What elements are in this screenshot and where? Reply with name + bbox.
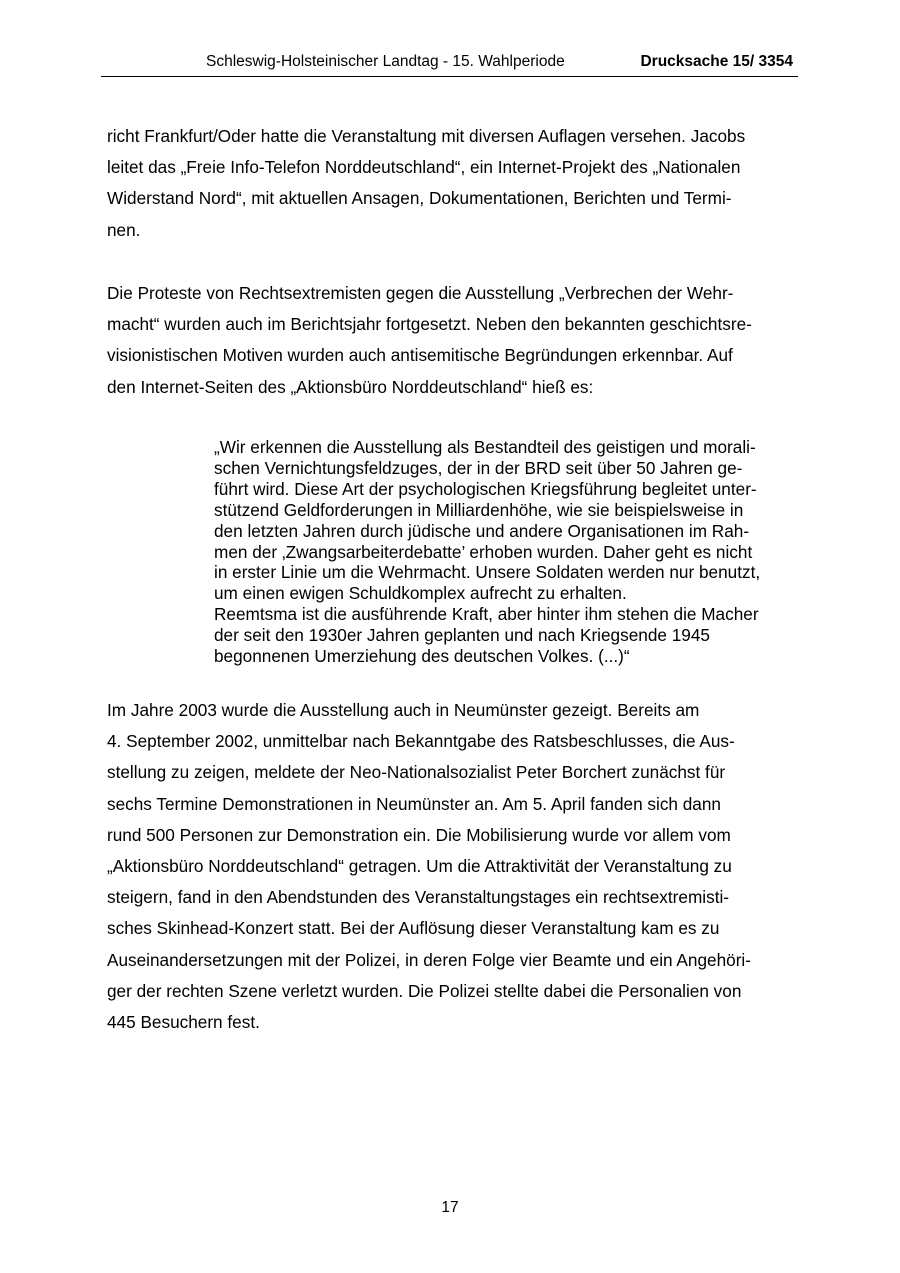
quote-line: schen Vernichtungsfeldzuges, der in der BRD seit über 50 Jahren ge- — [214, 457, 743, 478]
text-line: ger der rechten Szene verletzt wurden. Die Polizei stellte dabei die Personalien von — [107, 980, 742, 1001]
page-number: 17 — [441, 1199, 459, 1216]
document-number: Drucksache 15/ 3354 — [640, 53, 793, 70]
quote-line: stützend Geldforderungen in Milliardenhöhe, wie sie beispielsweise in — [214, 499, 744, 520]
text-line: stellung zu zeigen, meldete der Neo-Nationalsozialist Peter Borchert zunächst für — [107, 762, 726, 783]
text-line: richt Frankfurt/Oder hatte die Veranstaltung mit diversen Auflagen versehen. Jacobs — [107, 126, 746, 146]
quote-line: Reemtsma ist die ausführende Kraft, aber hinter ihm stehen die Macher — [214, 604, 759, 625]
text-line: den Internet-Seiten des „Aktionsbüro Norddeutschland“ hieß es: — [107, 376, 594, 397]
text-line: rund 500 Personen zur Demonstration ein. Die Mobilisierung wurde vor allem vom — [107, 824, 731, 845]
text-line: Auseinandersetzungen mit der Polizei, in deren Folge vier Beamte und ein Angehöri- — [107, 949, 751, 970]
text-line: sches Skinhead-Konzert statt. Bei der Auflösung dieser Veranstaltung kam es zu — [107, 918, 720, 939]
quote-line: um einen ewigen Schuldkomplex aufrecht zu erhalten. — [214, 583, 627, 604]
text-line: 4. September 2002, unmittelbar nach Bekanntgabe des Ratsbeschlusses, die Aus- — [107, 731, 735, 752]
text-line: leitet das „Freie Info-Telefon Norddeutschland“, ein Internet-Projekt des „Nationalen — [107, 157, 741, 178]
quote-line: den letzten Jahren durch jüdische und andere Organisationen im Rah- — [214, 520, 750, 541]
paragraph-1 — [107, 121, 797, 246]
text-line: Die Proteste von Rechtsextremisten gegen die Ausstellung „Verbrechen der Wehr- — [107, 283, 734, 303]
text-line: 445 Besuchern fest. — [107, 1012, 260, 1033]
quote-line: „Wir erkennen die Ausstellung als Bestandteil des geistigen und morali- — [214, 437, 756, 457]
paragraph-2 — [107, 278, 797, 403]
text-line: steigern, fand in den Abendstunden des Veranstaltungstages ein rechtsextremisti- — [107, 887, 730, 908]
text-line: „Aktionsbüro Norddeutschland“ getragen. Um die Attraktivität der Veranstaltung zu — [107, 856, 732, 877]
text-line: macht“ wurden auch im Berichtsjahr fortgesetzt. Neben den bekannten geschichtsre- — [107, 314, 752, 335]
quote-line: der seit den 1930er Jahren geplanten und nach Kriegsende 1945 — [214, 625, 710, 646]
text-line: visionistischen Motiven wurden auch antisemitische Begründungen erkennbar. Auf — [107, 345, 733, 366]
quote-line: begonnenen Umerziehung des deutschen Volkes. (...)“ — [214, 646, 630, 667]
header-title: Schleswig-Holsteinischer Landtag - 15. Wahlperiode — [206, 53, 565, 70]
paragraph-3 — [107, 695, 797, 1038]
text-line: nen. — [107, 219, 141, 240]
quote-line: men der ‚Zwangsarbeiterdebatte’ erhoben wurden. Daher geht es nicht — [214, 541, 753, 562]
text-line: sechs Termine Demonstrationen in Neumünster an. Am 5. April fanden sich dann — [107, 793, 721, 814]
text-line: Im Jahre 2003 wurde die Ausstellung auch in Neumünster gezeigt. Bereits am — [107, 700, 700, 720]
quote-line: in erster Linie um die Wehrmacht. Unsere Soldaten werden nur benutzt, — [214, 562, 761, 583]
quote-line: führt wird. Diese Art der psychologischen Kriegsführung begleitet unter- — [214, 478, 757, 499]
page-header — [101, 52, 798, 77]
text-line: Widerstand Nord“, mit aktuellen Ansagen, Dokumentationen, Berichten und Termi- — [107, 188, 732, 209]
block-quote — [214, 437, 804, 667]
